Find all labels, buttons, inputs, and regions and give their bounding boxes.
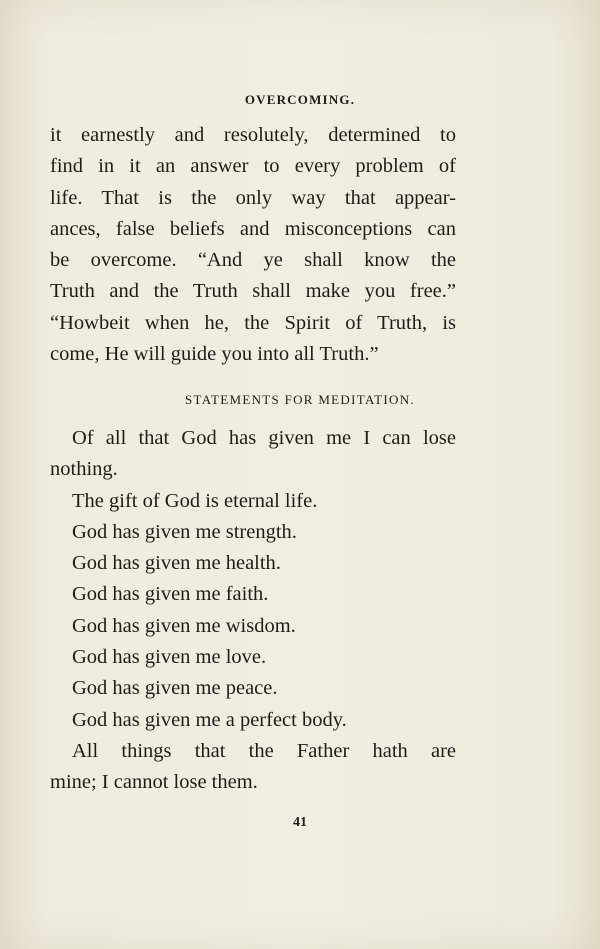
- statement-line: Of all that God has given me I can lose: [72, 427, 456, 449]
- statement-line: God has given me a perfect body.: [72, 708, 347, 731]
- paragraph-line: it earnestly and resolutely, determined to: [50, 124, 456, 146]
- statement-line: God has given me health.: [72, 552, 281, 575]
- statements-list: [50, 423, 456, 799]
- paragraph-line: ances, false beliefs and misconceptions can: [50, 217, 456, 240]
- paragraph-line: come, He will guide you into all Truth.”: [50, 343, 379, 366]
- running-head: OVERCOMING.: [244, 92, 356, 107]
- statement-line: God has given me wisdom.: [72, 614, 296, 637]
- statement-line: God has given me love.: [72, 646, 267, 669]
- paragraph-line: Truth and the Truth shall make you free.”: [50, 280, 456, 303]
- statement-line: God has given me peace.: [72, 677, 278, 700]
- statement-line: God has given me faith.: [72, 583, 269, 606]
- statement-line: God has given me strength.: [72, 520, 297, 543]
- section-heading: STATEMENTS FOR MEDITATION.: [185, 392, 415, 407]
- paragraph-line: be overcome. “And ye shall know the: [50, 249, 456, 272]
- page-number: 41: [293, 815, 307, 830]
- statement-line: nothing.: [50, 458, 118, 481]
- statement-line: mine; I cannot lose them.: [50, 771, 258, 794]
- statement-line: All things that the Father hath are: [72, 739, 456, 762]
- body-paragraph: [50, 120, 456, 370]
- paragraph-line: “Howbeit when he, the Spirit of Truth, is: [50, 311, 456, 334]
- paragraph-line: life. That is the only way that appear-: [50, 186, 456, 209]
- statement-line: The gift of God is eternal life.: [72, 489, 318, 512]
- paragraph-line: find in it an answer to every problem of: [50, 155, 456, 178]
